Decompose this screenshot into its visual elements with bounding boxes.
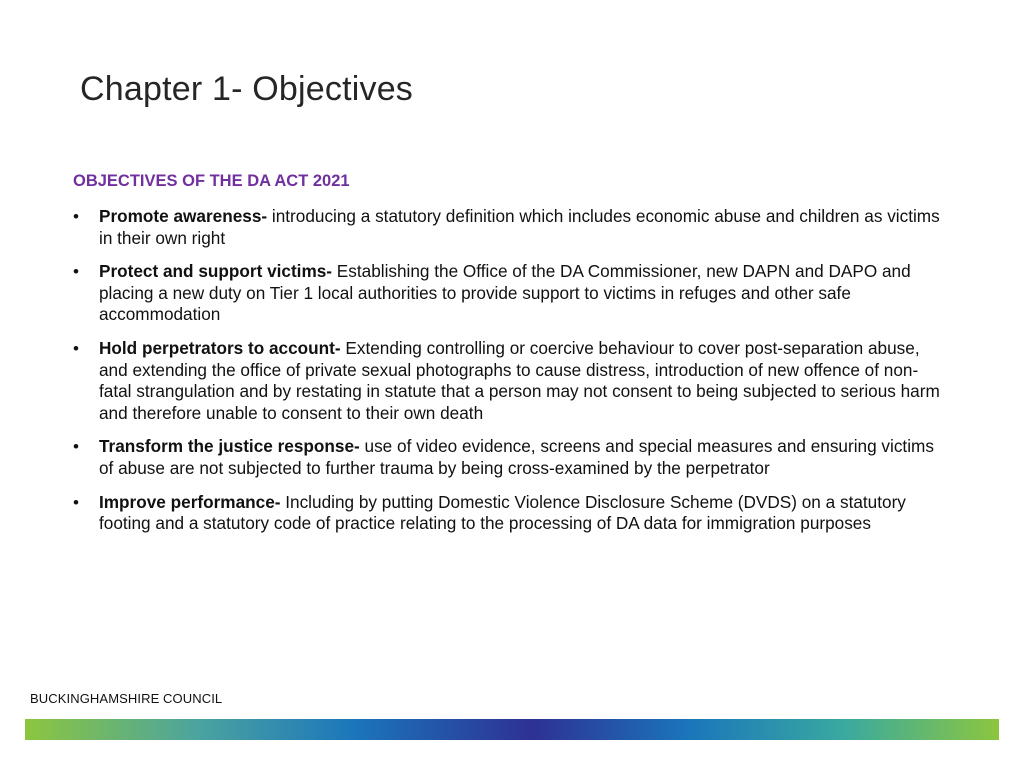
bullet-icon: • <box>73 437 79 457</box>
list-item <box>73 261 943 326</box>
slide-title: Chapter 1- Objectives <box>80 70 414 108</box>
bullet-lead: Protect and support victims- <box>99 261 333 282</box>
footer-gradient-bar <box>25 719 999 740</box>
list-item <box>73 338 943 424</box>
bullet-text: Including by putting Domestic Violence Disclosure Scheme (DVDS) on a statutory footing and a statutory code of practice relating to the processing of DA data for immigration purposes <box>99 491 906 534</box>
bullet-lead: Improve performance- <box>99 491 281 512</box>
bullet-text: Extending controlling or coercive behaviour to cover post-separation abuse, and extending the office of private sexual photographs to cause distress, introduction of new offence of non-fatal strangulation and by restating in statute that a person may not consent to being subjected to serious harm and therefore unable to consent to their own death <box>99 337 940 423</box>
list-item <box>73 436 943 479</box>
list-item <box>73 206 943 249</box>
bullet-text: Establishing the Office of the DA Commissioner, new DAPN and DAPO and placing a new duty on Tier 1 local authorities to provide support to victims in refuges and other safe accommodation <box>99 261 911 325</box>
bullet-text: use of video evidence, screens and special measures and ensuring victims of abuse are not subjected to further trauma by being cross-examined by the perpetrator <box>99 436 934 478</box>
bullet-icon: • <box>73 262 79 282</box>
bullet-text: introducing a statutory definition which includes economic abuse and children as victims in their own right <box>99 206 940 248</box>
bullet-icon: • <box>73 207 79 226</box>
list-item <box>73 492 943 535</box>
bullet-lead: Hold perpetrators to account- <box>99 337 341 358</box>
footer-council-name: BUCKINGHAMSHIRE COUNCIL <box>30 691 223 706</box>
section-heading: OBJECTIVES OF THE DA ACT 2021 <box>73 172 350 190</box>
bullet-icon: • <box>73 338 79 358</box>
bullet-lead: Transform the justice response- <box>99 436 360 457</box>
objectives-list <box>73 206 943 547</box>
bullet-lead: Promote awareness- <box>99 206 268 226</box>
bullet-icon: • <box>73 492 79 512</box>
